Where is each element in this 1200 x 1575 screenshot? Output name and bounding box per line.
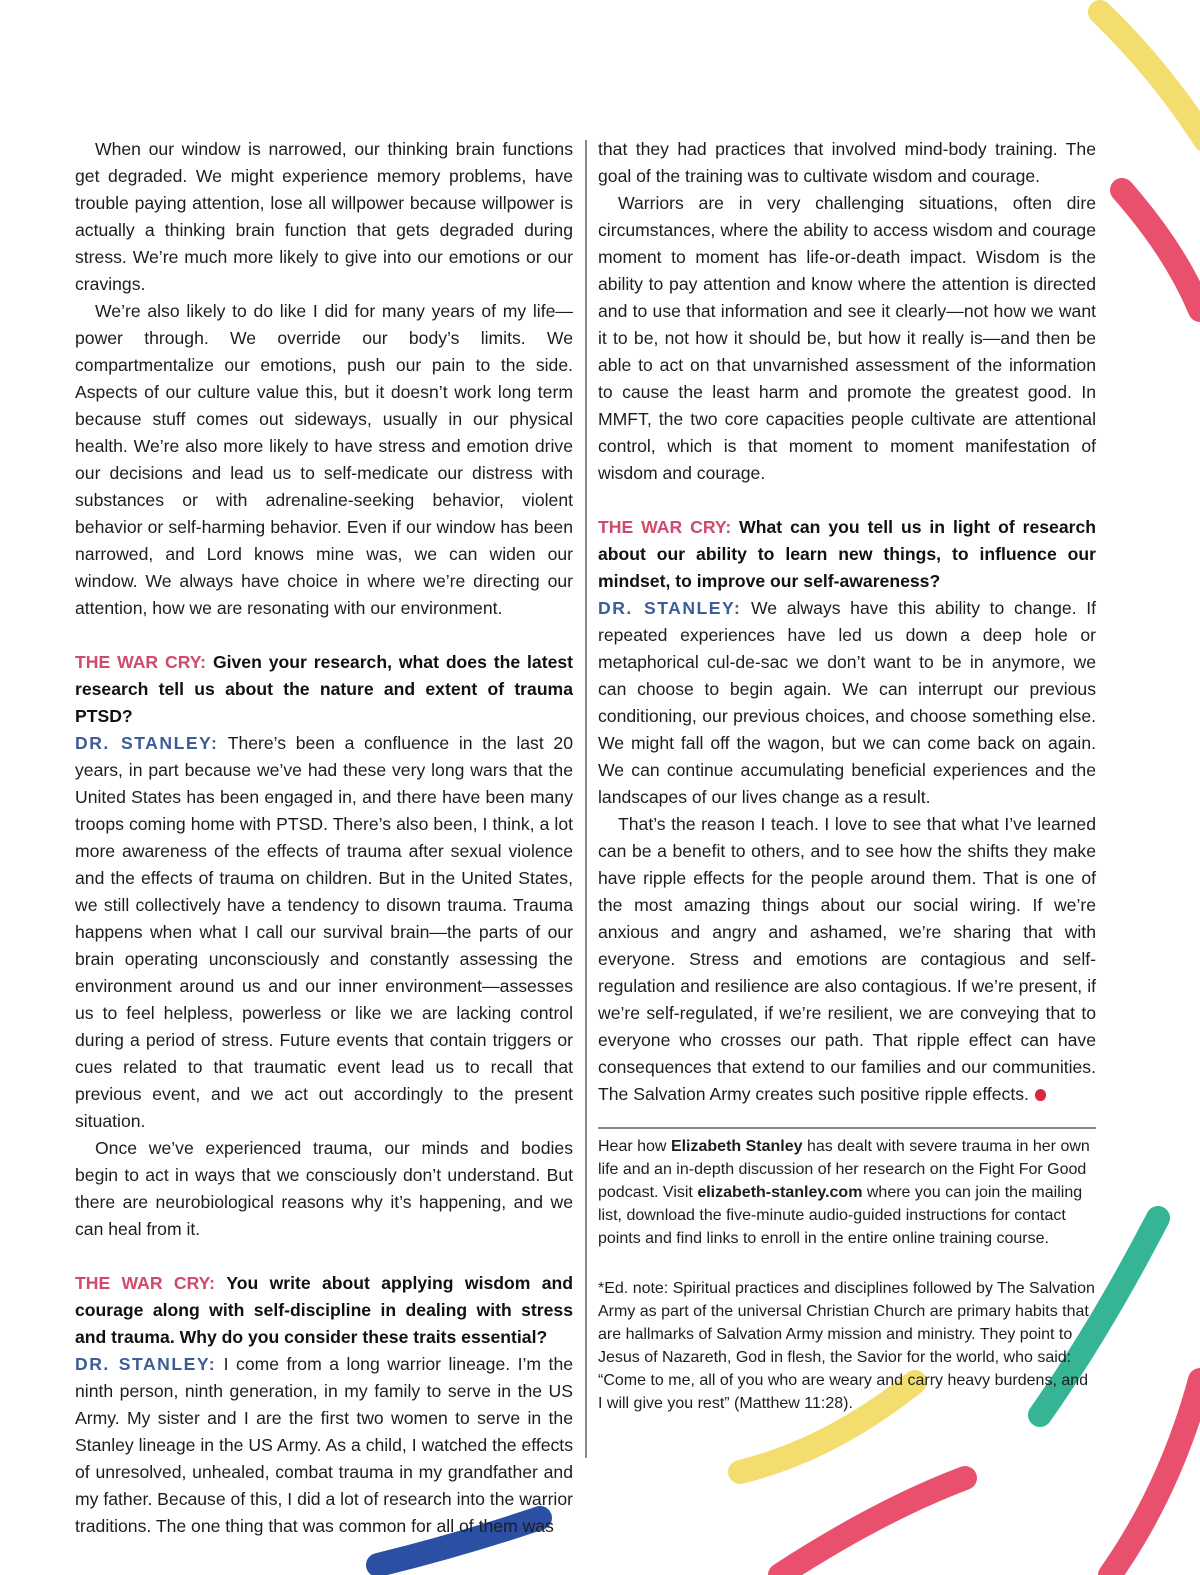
yellow-swoosh-top [1100,12,1200,140]
question-label: THE WAR CRY: [598,517,732,537]
answer-text: There’s been a confluence in the last 20 years, in part because we’ve had these very long wars that the United States has been engaged in, and there have been many troops coming home with PTSD. There’s also been, I think, a lot more awareness of the effects of trauma after sexual violence and the effects of trauma on children. But in the United States, we still collectively have a tendency to disown trauma. Trauma happens when what I call our survival brain—the parts of our brain operating unconsciously and constantly assessing the environment around us and our inner environment—assesses us to feel helpless, powerless or like we are lacking control during a period of stress. Future events that contain triggers or cues related to that traumatic event lead us to recall that previous event, and we act out accordingly to the present situation. [75,733,573,1131]
paragraph: Warriors are in very challenging situations, often dire circumstances, where the ability to access wisdom and courage moment to moment has life-or-death impact. Wisdom is the ability to pay attention and know where the attention is directed and to use that information and see it clearly—not how we want it to be, not how it should be, but how it really is—and then be able to act on that unvarnished assessment of the information to cause the least harm and promote the greatest good. In MMFT, the two core capacities people cultivate are attentional control, which is that moment to moment manifestation of wisdom and courage. [598,193,1096,483]
promo-tail: where you can join the mailing list, download the five-minute audio-guided instructions for contact points and find links to enroll in the entire online training course. [598,1184,1083,1247]
question-text: You write about applying wisdom and courage along with self-discipline in dealing with stress and trauma. Why do you consider these traits essential? [75,1273,573,1347]
answer-label: DR. STANLEY: [75,733,219,753]
interview-question [75,1270,573,1351]
paragraph: We’re also likely to do like I did for many years of my life—power through. We override our body’s limits. We compartmentalize our emotions, push our pain to the side. Aspects of our culture value this, but it doesn’t work long term because stuff comes out sideways, usually in our physical health. We’re also more likely to have stress and emotion drive our decisions and lead us to self-medicate our distress with substances or with adrenaline-seeking behavior, violent behavior or self-harming behavior. Even if our window has been narrowed, and Lord knows mine was, we can widen our window. We always have choice in where we’re directing our attention, how we are resonating with our environment. [75,301,573,618]
column-divider [585,140,587,1458]
paragraph: that they had practices that involved mind-body training. The goal of the training was to cultivate wisdom and courage. [598,139,1096,186]
paragraph-text: That’s the reason I teach. I love to see that what I’ve learned can be a benefit to others, and to see how the shifts they make have ripple effects for the people around them. That is one of the most amazing things about our social wiring. If we’re anxious and angry and ashamed, we’re sharing that with everyone. Stress and emotions are contagious and self-regulation and resilience are also contagious. If we’re present, if we’re self-regulated, if we’re resilient, we are conveying that to everyone who crosses our path. That ripple effect can have consequences that extend to our families and our communities. The Salvation Army creates such positive ripple effects. [598,814,1096,1104]
interview-answer [598,595,1096,811]
answer-text: I come from a long warrior lineage. I’m the ninth person, ninth generation, in my family to serve in the US Army. My sister and I are the first two women to serve in the Stanley lineage in the US Army. As a child, I watched the effects of unresolved, unhealed, combat trauma in my grandfather and my father. Because of this, I did a lot of research into the warrior traditions. The one thing that was common for all of them was [75,1354,574,1536]
paragraph: When our window is narrowed, our thinking brain functions get degraded. We might experience memory problems, have trouble paying attention, lose all willpower because willpower is actually a thinking brain function that gets degraded during stress. We’re much more likely to give into our emotions or our cravings. [75,139,573,294]
pink-swoosh-lower [1110,1380,1200,1575]
promo-mid: has dealt with severe trauma in her own life and an in-depth discussion of her research on the Fight For Good podcast. Visit [598,1138,1090,1201]
interview-question [75,649,573,730]
pink-swoosh-right [1122,190,1200,310]
left-column [75,136,573,1540]
right-column [598,136,1096,1415]
editor-note: *Ed. note: Spiritual practices and disciplines followed by The Salvation Army as part of the universal Christian Church are primary habits that are hallmarks of Salvation Army mission and ministry. They point to Jesus of Nazareth, God in flesh, the Savior for the world, who said: “Come to me, all of you who are weary and carry heavy burdens, and I will give you rest” (Matthew 11:28). [598,1280,1095,1412]
promo-site-link[interactable]: elizabeth-stanley.com [697,1184,863,1201]
red-shield-icon [1035,1089,1046,1101]
podcast-promo [598,1135,1096,1250]
pink-swoosh-bottom [780,1478,965,1575]
paragraph: Once we’ve experienced trauma, our minds and bodies begin to act in ways that we consciously don’t understand. But there are neurobiological reasons why it’s happening, and we can heal from it. [75,1138,573,1239]
question-text: Given your research, what does the latest research tell us about the nature and extent of trauma PTSD? [75,652,573,726]
interview-question [598,514,1096,595]
promo-divider [598,1127,1096,1129]
question-text: What can you tell us in light of research about our ability to learn new things, to influence our mindset, to improve our self-awareness? [598,517,1097,591]
answer-text: We always have this ability to change. If repeated experiences have led us down a deep hole or metaphorical cul-de-sac we don’t want to be in anymore, we can choose to begin again. We can interrupt our previous conditioning, our previous choices, and choose something else. We might fall off the wagon, but we can come back on again. We can continue accumulating beneficial experiences and the landscapes of our lives change as a result. [598,598,1097,807]
answer-label: DR. STANLEY: [598,598,742,618]
promo-name: Elizabeth Stanley [670,1138,803,1155]
question-label: THE WAR CRY: [75,1273,215,1293]
paragraph [598,811,1096,1108]
answer-label: DR. STANLEY: [75,1354,217,1374]
promo-lead: Hear how [598,1138,667,1155]
question-label: THE WAR CRY: [75,652,207,672]
interview-answer [75,1351,573,1540]
interview-answer [75,730,573,1135]
